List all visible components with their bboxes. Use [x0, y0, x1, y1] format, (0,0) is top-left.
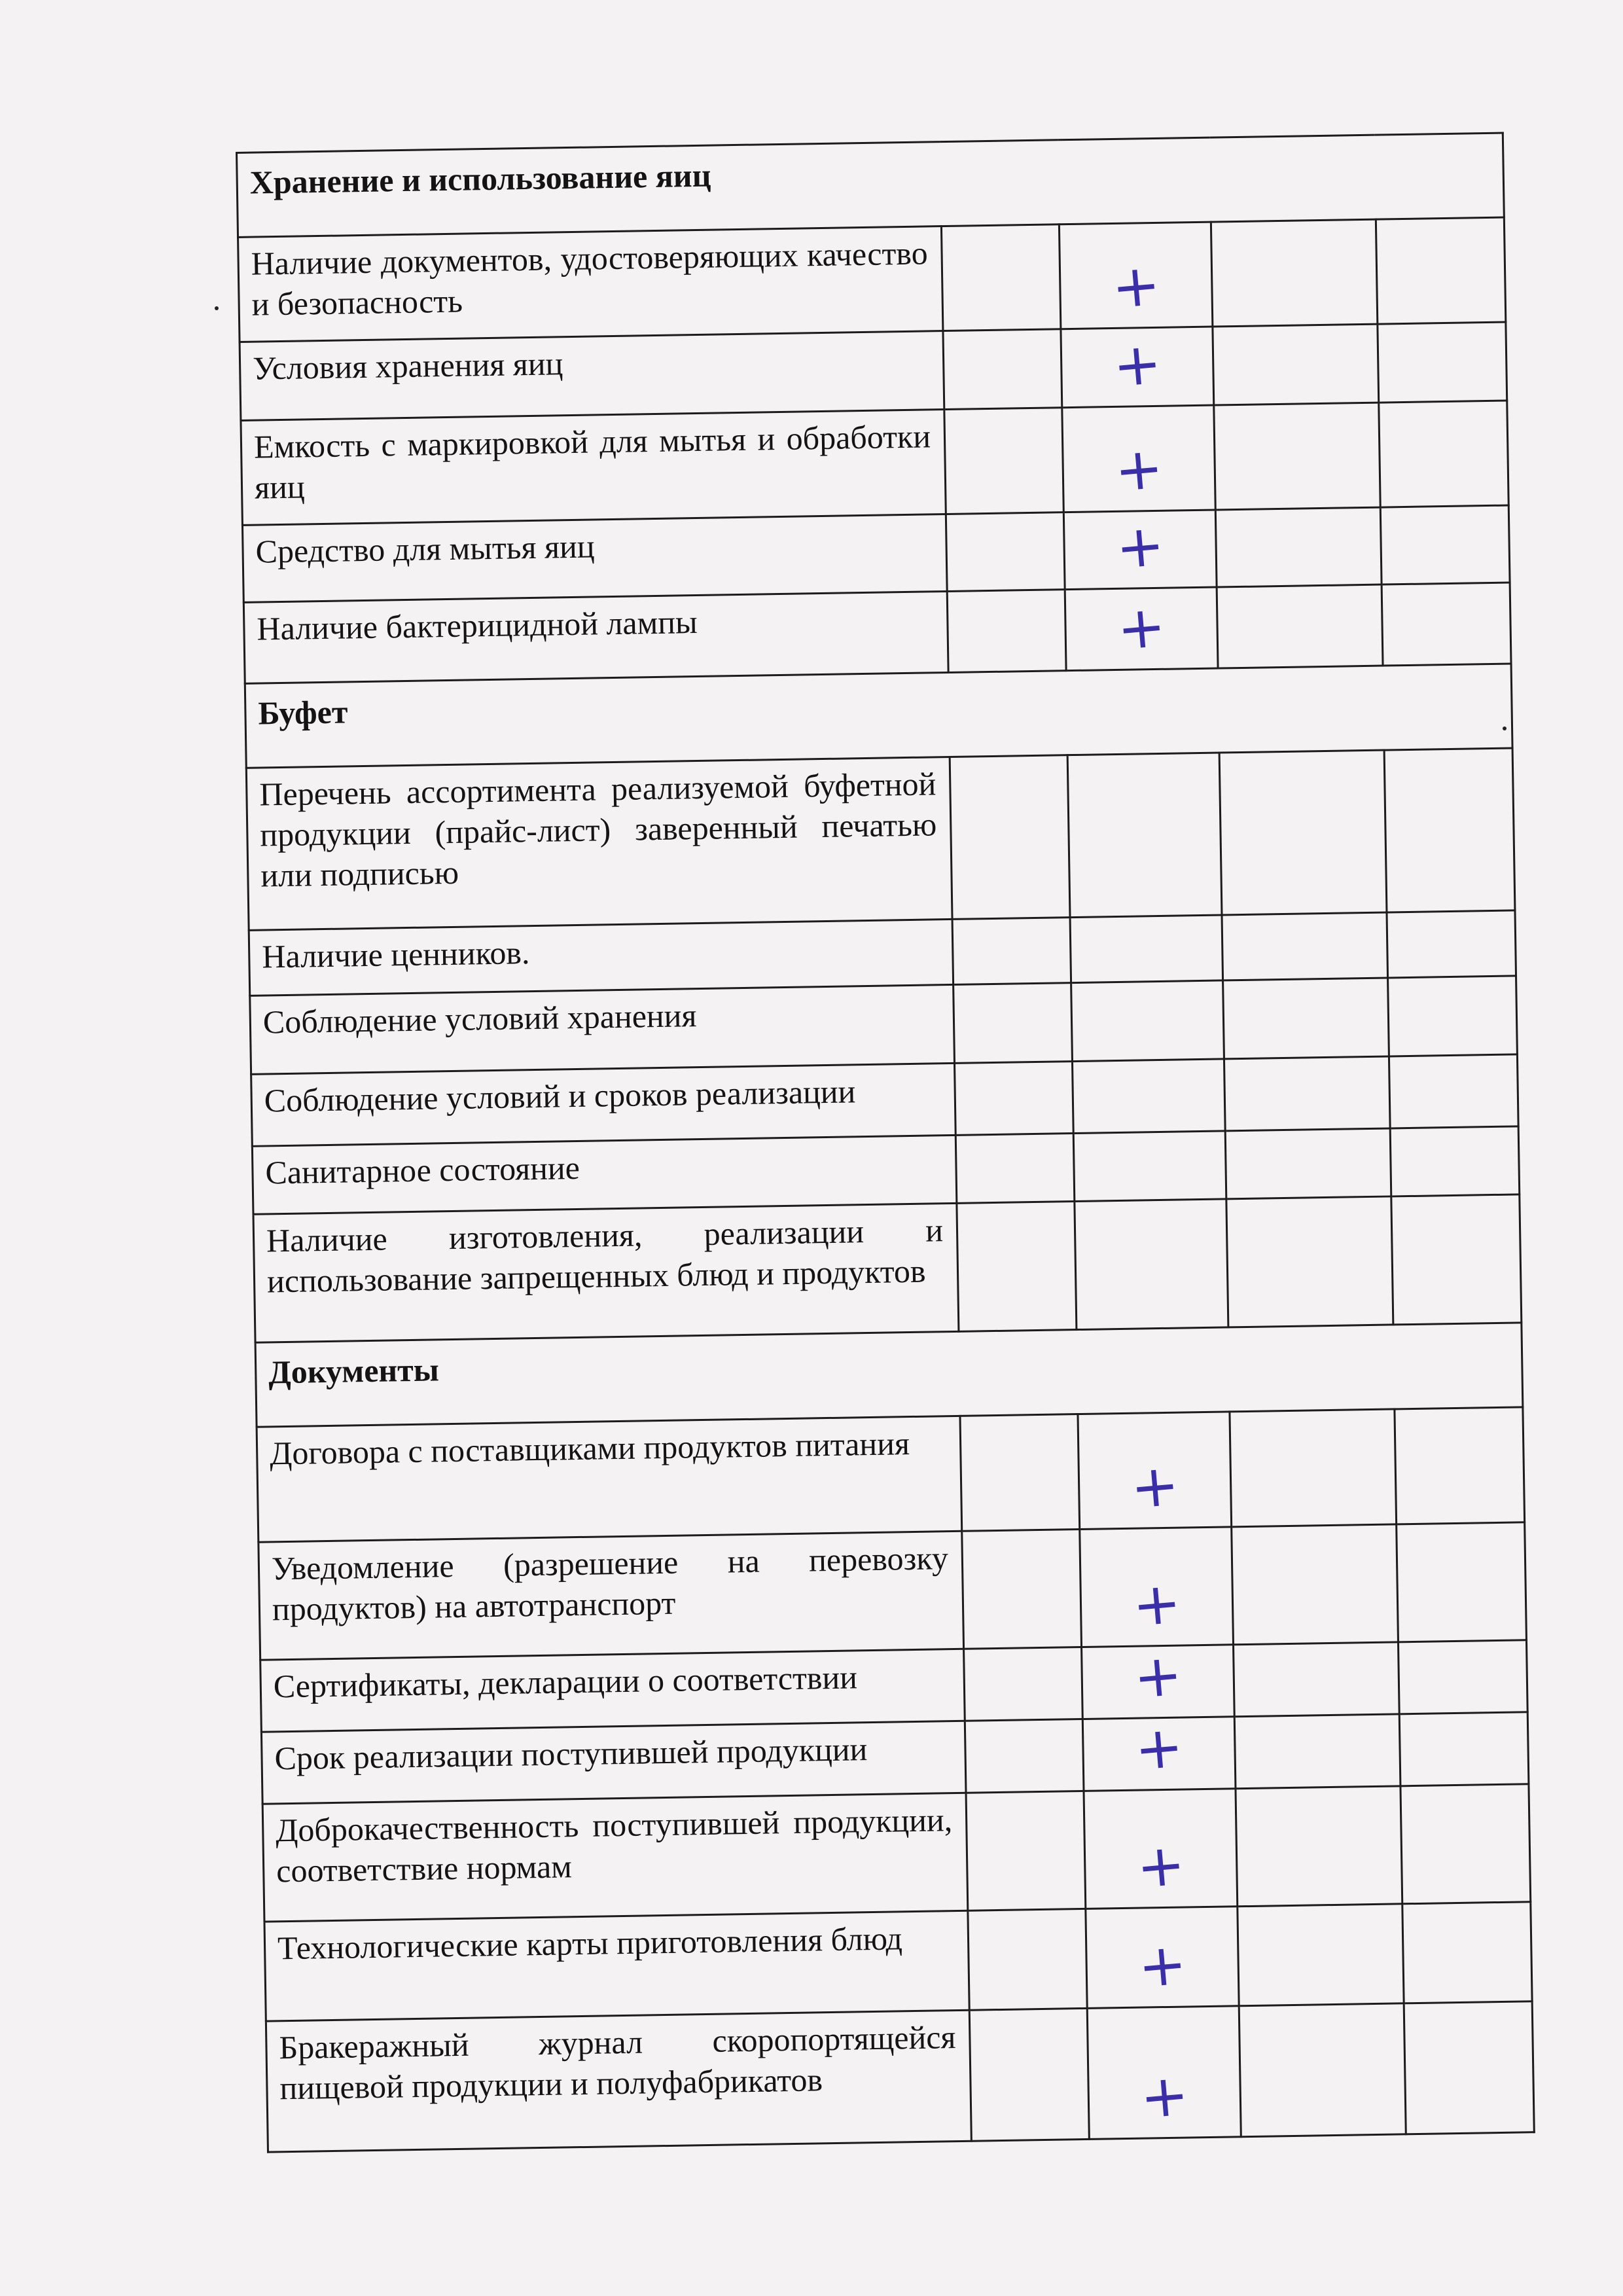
mark-cell-col2: [1087, 2006, 1241, 2140]
criterion-label: Наличие бактерицидной лампы: [243, 592, 948, 684]
checklist-row: [266, 2001, 1534, 2152]
section-title: Хранение и использование яиц: [237, 133, 1505, 237]
checklist-table: [236, 132, 1535, 2153]
mark-cell-col1: [969, 2008, 1089, 2141]
mark-cell-col1: [950, 755, 1070, 920]
mark-cell-col4: [1399, 1712, 1529, 1786]
mark-cell-col3: [1234, 1714, 1400, 1789]
criterion-label: Средство для мытья яиц: [242, 514, 947, 603]
criterion-label: Санитарное состояние: [252, 1135, 957, 1214]
mark-cell-col3: [1238, 1904, 1404, 2006]
checklist-sheet: [236, 132, 1535, 2153]
checklist-row: [241, 401, 1508, 525]
mark-cell-col4: [1388, 976, 1518, 1056]
handwritten-plus-mark: [1073, 1041, 1222, 1054]
mark-cell-col1: [955, 1134, 1075, 1204]
handwritten-plus-mark: [1072, 963, 1221, 976]
checklist-row: [246, 748, 1515, 930]
mark-cell-col2: [1080, 1527, 1234, 1647]
mark-cell-col4: [1402, 1902, 1532, 2003]
mark-cell-col4: [1387, 910, 1516, 978]
criterion-label: Наличие изготовления, реализации и использование запрещенных блюд и продуктов: [253, 1203, 959, 1342]
mark-cell-col4: [1390, 1126, 1520, 1196]
mark-cell-col1: [947, 590, 1066, 673]
handwritten-plus-mark: +: [1130, 1568, 1184, 1640]
criterion-label: Наличие документов, удостоверяющих качество и безопасность: [238, 226, 943, 342]
mark-cell-col1: [944, 408, 1063, 514]
section-title: Буфет: [245, 664, 1512, 768]
mark-cell-col2: [1084, 1789, 1238, 1909]
mark-cell-col4: [1397, 1522, 1527, 1642]
handwritten-plus-mark: +: [1113, 511, 1168, 583]
criterion-label: Наличие ценников.: [249, 919, 953, 996]
mark-cell-col4: [1379, 401, 1509, 507]
mark-cell-col4: [1384, 748, 1515, 912]
section-title: Документы: [255, 1323, 1523, 1427]
checklist-row: [238, 217, 1506, 342]
mark-cell-col3: [1222, 912, 1388, 980]
checklist-row: [264, 1902, 1532, 2021]
criterion-label: Соблюдение условий и сроков реализации: [251, 1063, 956, 1146]
mark-cell-col2: [1065, 587, 1218, 671]
criterion-label: Доброкачественность поступившей продукции, соответствие нормам: [262, 1793, 968, 1922]
mark-cell-col1: [964, 1647, 1083, 1721]
mark-cell-col2: [1061, 327, 1214, 408]
mark-cell-col4: [1389, 1054, 1518, 1128]
criterion-label: Бракеражный журнал скоропортящейся пищевой продукции и полуфабрикатов: [266, 2010, 971, 2152]
mark-cell-col3: [1230, 1409, 1397, 1527]
mark-cell-col1: [960, 1414, 1080, 1532]
mark-cell-col3: [1225, 1128, 1391, 1199]
checklist-row: [253, 1194, 1522, 1342]
mark-cell-col1: [954, 983, 1073, 1064]
handwritten-plus-mark: +: [1131, 1640, 1185, 1712]
mark-cell-col2: [1086, 1907, 1239, 2009]
mark-cell-col4: [1395, 1407, 1525, 1524]
criterion-label: Емкость с маркировкой для мытья и обработки яиц: [241, 410, 946, 526]
checklist-row: [262, 1784, 1531, 1922]
handwritten-plus-mark: +: [1109, 250, 1163, 322]
mark-cell-col1: [941, 224, 1060, 331]
handwritten-plus-mark: +: [1135, 1929, 1190, 2001]
criterion-label: Перечень ассортимента реализуемой буфетной продукции (прайс-лист) заверенный печатью или подписью: [246, 757, 952, 930]
mark-cell-col2: [1075, 1199, 1228, 1330]
mark-cell-col1: [946, 512, 1065, 592]
mark-cell-col1: [966, 1791, 1086, 1910]
mark-cell-col2: [1062, 405, 1215, 512]
handwritten-plus-mark: +: [1110, 329, 1164, 401]
mark-cell-col3: [1215, 507, 1382, 587]
mark-cell-col2: [1063, 510, 1217, 590]
mark-cell-col2: [1067, 753, 1222, 918]
mark-cell-col3: [1213, 324, 1379, 405]
criterion-label: Договора с поставщиками продуктов питания: [257, 1416, 962, 1542]
mark-cell-col3: [1214, 403, 1380, 510]
mark-cell-col3: [1223, 978, 1389, 1059]
mark-cell-col4: [1380, 505, 1510, 584]
mark-cell-col2: [1082, 1712, 1236, 1791]
criterion-label: Технологические карты приготовления блюд: [264, 1910, 969, 2021]
mark-cell-col2: [1071, 980, 1224, 1062]
mark-cell-col3: [1219, 750, 1387, 915]
mark-cell-col3: [1234, 1642, 1400, 1717]
mark-cell-col4: [1391, 1194, 1522, 1325]
criterion-label: Условия хранения яиц: [240, 331, 944, 421]
checklist-body: [237, 133, 1535, 2152]
criterion-label: Сертификаты, декларации о соответствии: [260, 1649, 965, 1732]
mark-cell-col2: [1082, 1640, 1235, 1719]
handwritten-plus-mark: +: [1137, 2060, 1192, 2132]
mark-cell-col3: [1217, 584, 1383, 668]
mark-cell-col3: [1239, 2003, 1406, 2137]
mark-cell-col1: [957, 1202, 1077, 1332]
mark-cell-col3: [1211, 219, 1377, 327]
handwritten-plus-mark: +: [1114, 592, 1169, 664]
criterion-label: Соблюдение условий хранения: [250, 984, 955, 1074]
mark-cell-col2: [1070, 915, 1223, 983]
mark-cell-col1: [943, 329, 1062, 410]
mark-cell-col1: [965, 1719, 1084, 1793]
mark-cell-col4: [1382, 583, 1511, 666]
handwritten-plus-mark: +: [1128, 1450, 1182, 1522]
mark-cell-col4: [1398, 1640, 1527, 1714]
mark-cell-col1: [968, 1909, 1087, 2010]
handwritten-plus-mark: [1075, 1113, 1224, 1126]
mark-cell-col3: [1236, 1786, 1402, 1907]
mark-cell-col1: [955, 1062, 1074, 1136]
handwritten-plus-mark: [1075, 1181, 1224, 1194]
mark-cell-col1: [952, 918, 1071, 985]
criterion-label: Уведомление (разрешение на перевозку продуктов) на автотранспорт: [259, 1531, 964, 1660]
handwritten-plus-mark: [1071, 897, 1221, 910]
handwritten-plus-mark: +: [1133, 1830, 1188, 1902]
mark-cell-col3: [1232, 1524, 1399, 1645]
handwritten-plus-mark: [1078, 1309, 1227, 1322]
mark-cell-col2: [1073, 1131, 1226, 1202]
handwritten-plus-mark: +: [1132, 1712, 1186, 1784]
mark-cell-col1: [962, 1530, 1082, 1649]
mark-cell-col4: [1378, 322, 1507, 403]
checklist-row: [257, 1407, 1525, 1542]
handwritten-plus-mark: +: [1112, 433, 1166, 505]
mark-cell-col2: [1072, 1059, 1225, 1134]
mark-cell-col3: [1224, 1056, 1390, 1131]
mark-cell-col3: [1226, 1196, 1393, 1327]
mark-cell-col4: [1404, 2001, 1534, 2134]
mark-cell-col4: [1400, 1784, 1531, 1904]
criterion-label: Срок реализации поступившей продукции: [261, 1721, 966, 1804]
mark-cell-col2: [1059, 222, 1212, 329]
mark-cell-col4: [1376, 217, 1506, 324]
scan-speck: [215, 306, 219, 310]
mark-cell-col2: [1078, 1412, 1232, 1530]
checklist-row: [259, 1522, 1527, 1660]
